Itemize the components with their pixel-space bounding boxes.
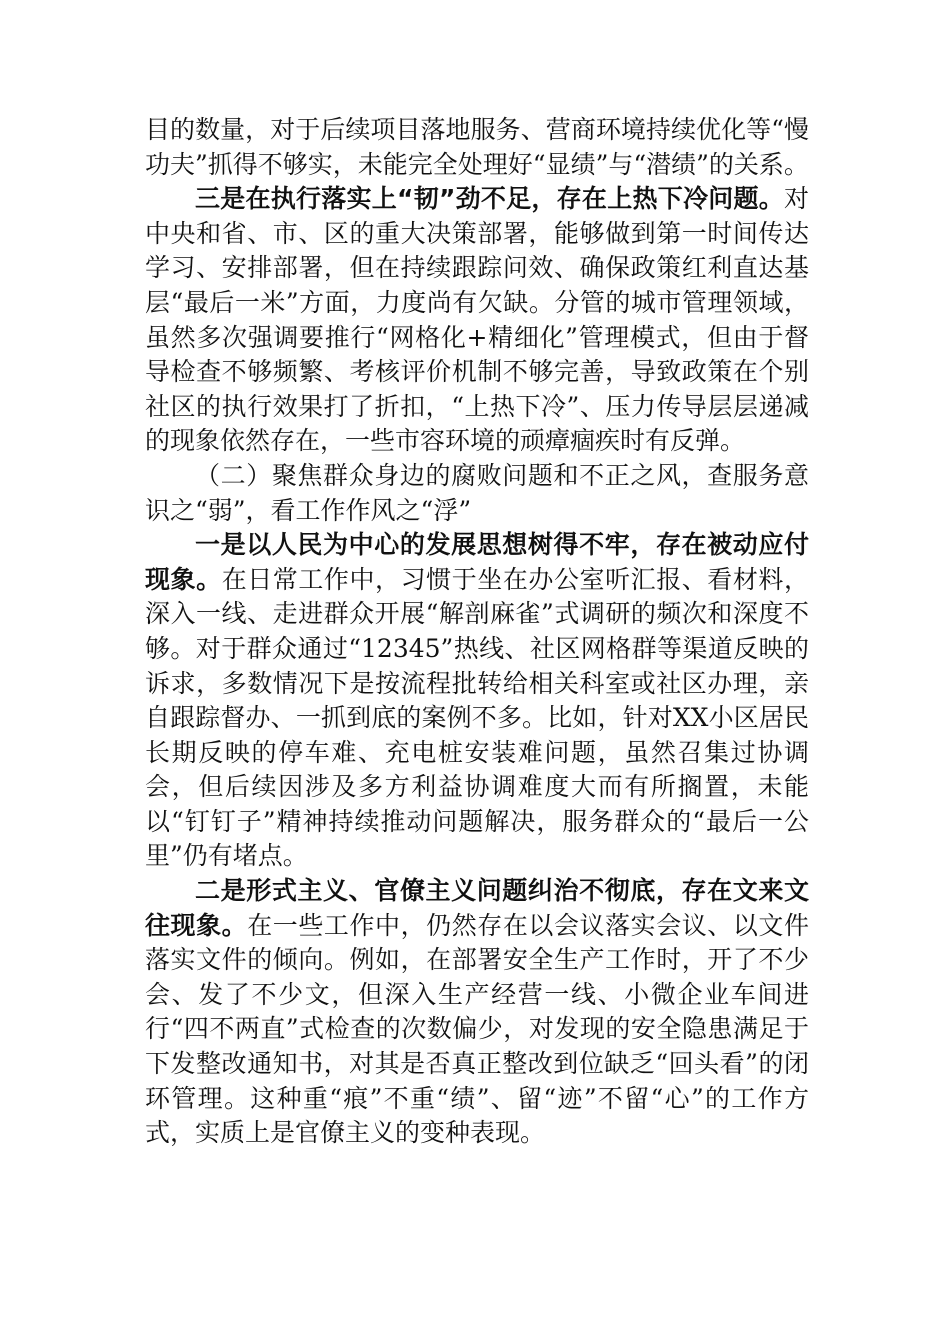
paragraph-text: 在一些工作中，仍然存在以会议落实会议、以文件落实文件的倾向。例如，在部署安全生产工作时，开了不少会、发了不少文，但深入生产经营一线、小微企业车间进行“四不两直”式检查的次数偏少，对发现的安全隐患满足于下发整改通知书，对其是否真正整改到位缺乏“回头看”的闭环管理。这种重“痕”不重“绩”、留“迹”不留“心”的工作方式，实质上是官僚主义的变种表现。 — [145, 910, 809, 1148]
paragraph-point-two — [145, 874, 809, 1151]
paragraph-point-three — [145, 182, 809, 459]
paragraph-lead-heading: 三是在执行落实上“韧”劲不足，存在上热下冷问题。 — [195, 184, 784, 214]
paragraph-lead-heading: 一是以人民为中心的发展思想树得不牢，存在被动应付现象。 — [145, 530, 809, 594]
paragraph-lead-heading: 二是形式主义、官僚主义问题纠治不彻底，存在文来文往现象。 — [145, 876, 809, 940]
paragraph-text: 在日常工作中，习惯于坐在办公室听汇报、看材料，深入一线、走进群众开展“解剖麻雀”式调研的频次和深度不够。对于群众通过“12345”热线、社区网格群等渠道反映的诉求，多数情况下是按流程批转给相关科室或社区办理，亲自跟踪督办、一抓到底的案例不多。比如，针对XX小区居民长期反映的停车难、充电桩安装难问题，虽然召集过协调会，但后续因涉及多方利益协调难度大而有所搁置，未能以“钉钉子”精神持续推动问题解决，服务群众的“最后一公里”仍有堵点。 — [145, 564, 809, 871]
paragraph-text: 目的数量，对于后续项目落地服务、营商环境持续优化等“慢功夫”抓得不够实，未能完全处理好“显绩”与“潜绩”的关系。 — [145, 115, 809, 179]
paragraph-point-one — [145, 528, 809, 874]
paragraph-text: 对中央和省、市、区的重大决策部署，能够做到第一时间传达学习、安排部署，但在持续跟踪问效、确保政策红利直达基层“最后一米”方面，力度尚有欠缺。分管的城市管理领域，虽然多次强调要推行“网格化+精细化”管理模式，但由于督导检查不够频繁、考核评价机制不够完善，导致政策在个别社区的执行效果打了折扣，“上热下冷”、压力传导层层递减的现象依然存在，一些市容环境的顽瘴痼疾时有反弹。 — [145, 184, 809, 456]
section-heading — [145, 459, 809, 528]
paragraph-continuation — [145, 113, 809, 182]
section-heading-text: （二）聚焦群众身边的腐败问题和不正之风，查服务意识之“弱”，看工作作风之“浮” — [145, 460, 809, 525]
document-body — [145, 113, 809, 1151]
